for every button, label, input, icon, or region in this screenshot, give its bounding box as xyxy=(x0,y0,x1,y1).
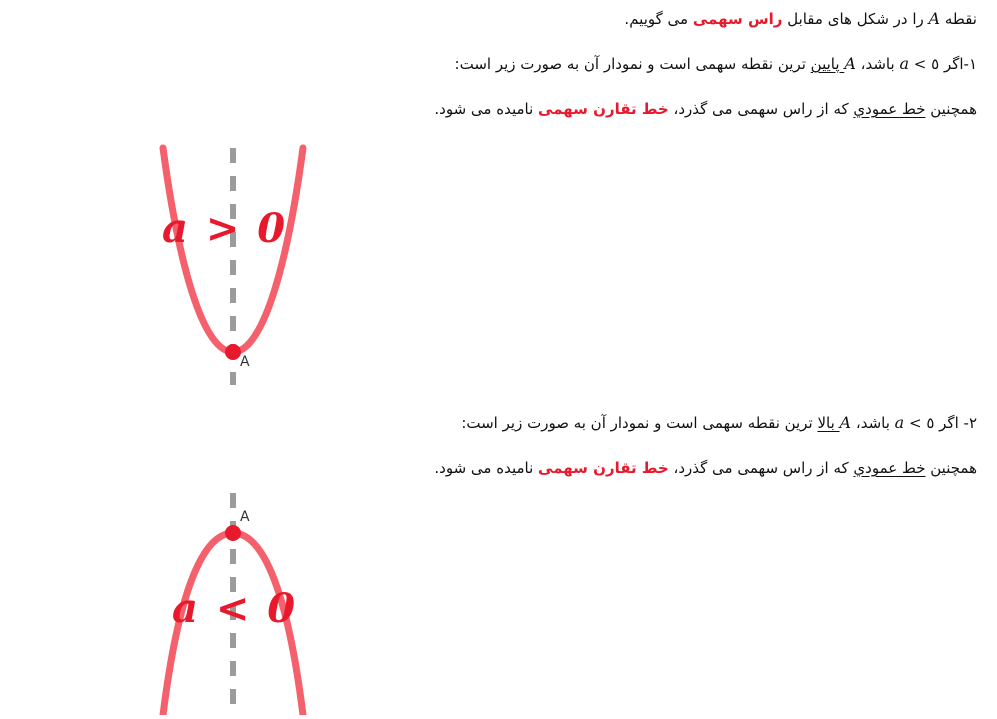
text-line-axis-1 xyxy=(434,97,977,121)
line2-text-1: ۱-اگر xyxy=(939,55,977,73)
vertex-label-2: A xyxy=(240,509,250,525)
emphasis-highest: بالا xyxy=(817,414,840,432)
vertex-point-1 xyxy=(225,344,241,360)
text-line-axis-2 xyxy=(434,456,977,480)
text-line-case-2 xyxy=(461,410,977,436)
line3-text-3: نامیده می شود. xyxy=(434,100,539,118)
figure-downward-parabola xyxy=(130,485,380,715)
line4-text-2: باشد، xyxy=(851,414,895,432)
math-var-A-3: A xyxy=(839,413,852,432)
text-line-vertex-definition xyxy=(624,6,977,32)
line2-text-2: باشد، xyxy=(855,55,900,73)
line3-text-2: که از راس سهمی می گذرد، xyxy=(668,100,854,118)
figure-upward-parabola xyxy=(130,140,380,390)
line4-text-1: ۲- اگر xyxy=(934,414,977,432)
math-zero-2: ٥ > xyxy=(904,414,935,432)
line3-text-1: همچنین xyxy=(925,100,977,118)
line1-text-2: را در شکل های مقابل xyxy=(782,10,929,28)
math-zero-1: ٥ > xyxy=(909,55,940,73)
figure-label-a-gt-0: a > 0 xyxy=(162,205,288,252)
upward-parabola-svg xyxy=(130,140,380,390)
math-var-A-2: A xyxy=(844,54,856,73)
vertex-label-1: A xyxy=(240,354,250,370)
line5-text-2: که از راس سهمی می گذرد، xyxy=(668,459,854,477)
vertex-point-2 xyxy=(225,525,241,541)
math-var-a-1: a xyxy=(899,54,909,73)
math-var-A: A xyxy=(928,9,941,28)
emphasis-vertical-line-2: خط عمودي xyxy=(853,459,926,477)
line5-text-3: نامیده می شود. xyxy=(434,459,539,477)
text-line-case-1 xyxy=(455,51,977,77)
line1-text-3: می گوییم. xyxy=(624,10,693,28)
term-axis-of-symmetry-1: خط تقارن سهمی xyxy=(538,100,669,118)
emphasis-vertical-line-1: خط عمودي xyxy=(853,100,926,118)
line5-text-1: همچنین xyxy=(925,459,977,477)
math-var-a-2: a xyxy=(894,413,905,432)
emphasis-lowest: پایین xyxy=(810,55,845,73)
line2-text-3: ترین نقطه سهمی است و نمودار آن به صورت زیر است: xyxy=(454,55,811,73)
term-parabola-vertex: راس سهمی xyxy=(692,10,783,28)
line4-text-3: ترین نقطه سهمی است و نمودار آن به صورت زیر است: xyxy=(461,414,818,432)
term-axis-of-symmetry-2: خط تقارن سهمی xyxy=(538,459,669,477)
figure-label-a-lt-0: a < 0 xyxy=(172,585,298,632)
line1-text: نقطه xyxy=(940,10,977,28)
